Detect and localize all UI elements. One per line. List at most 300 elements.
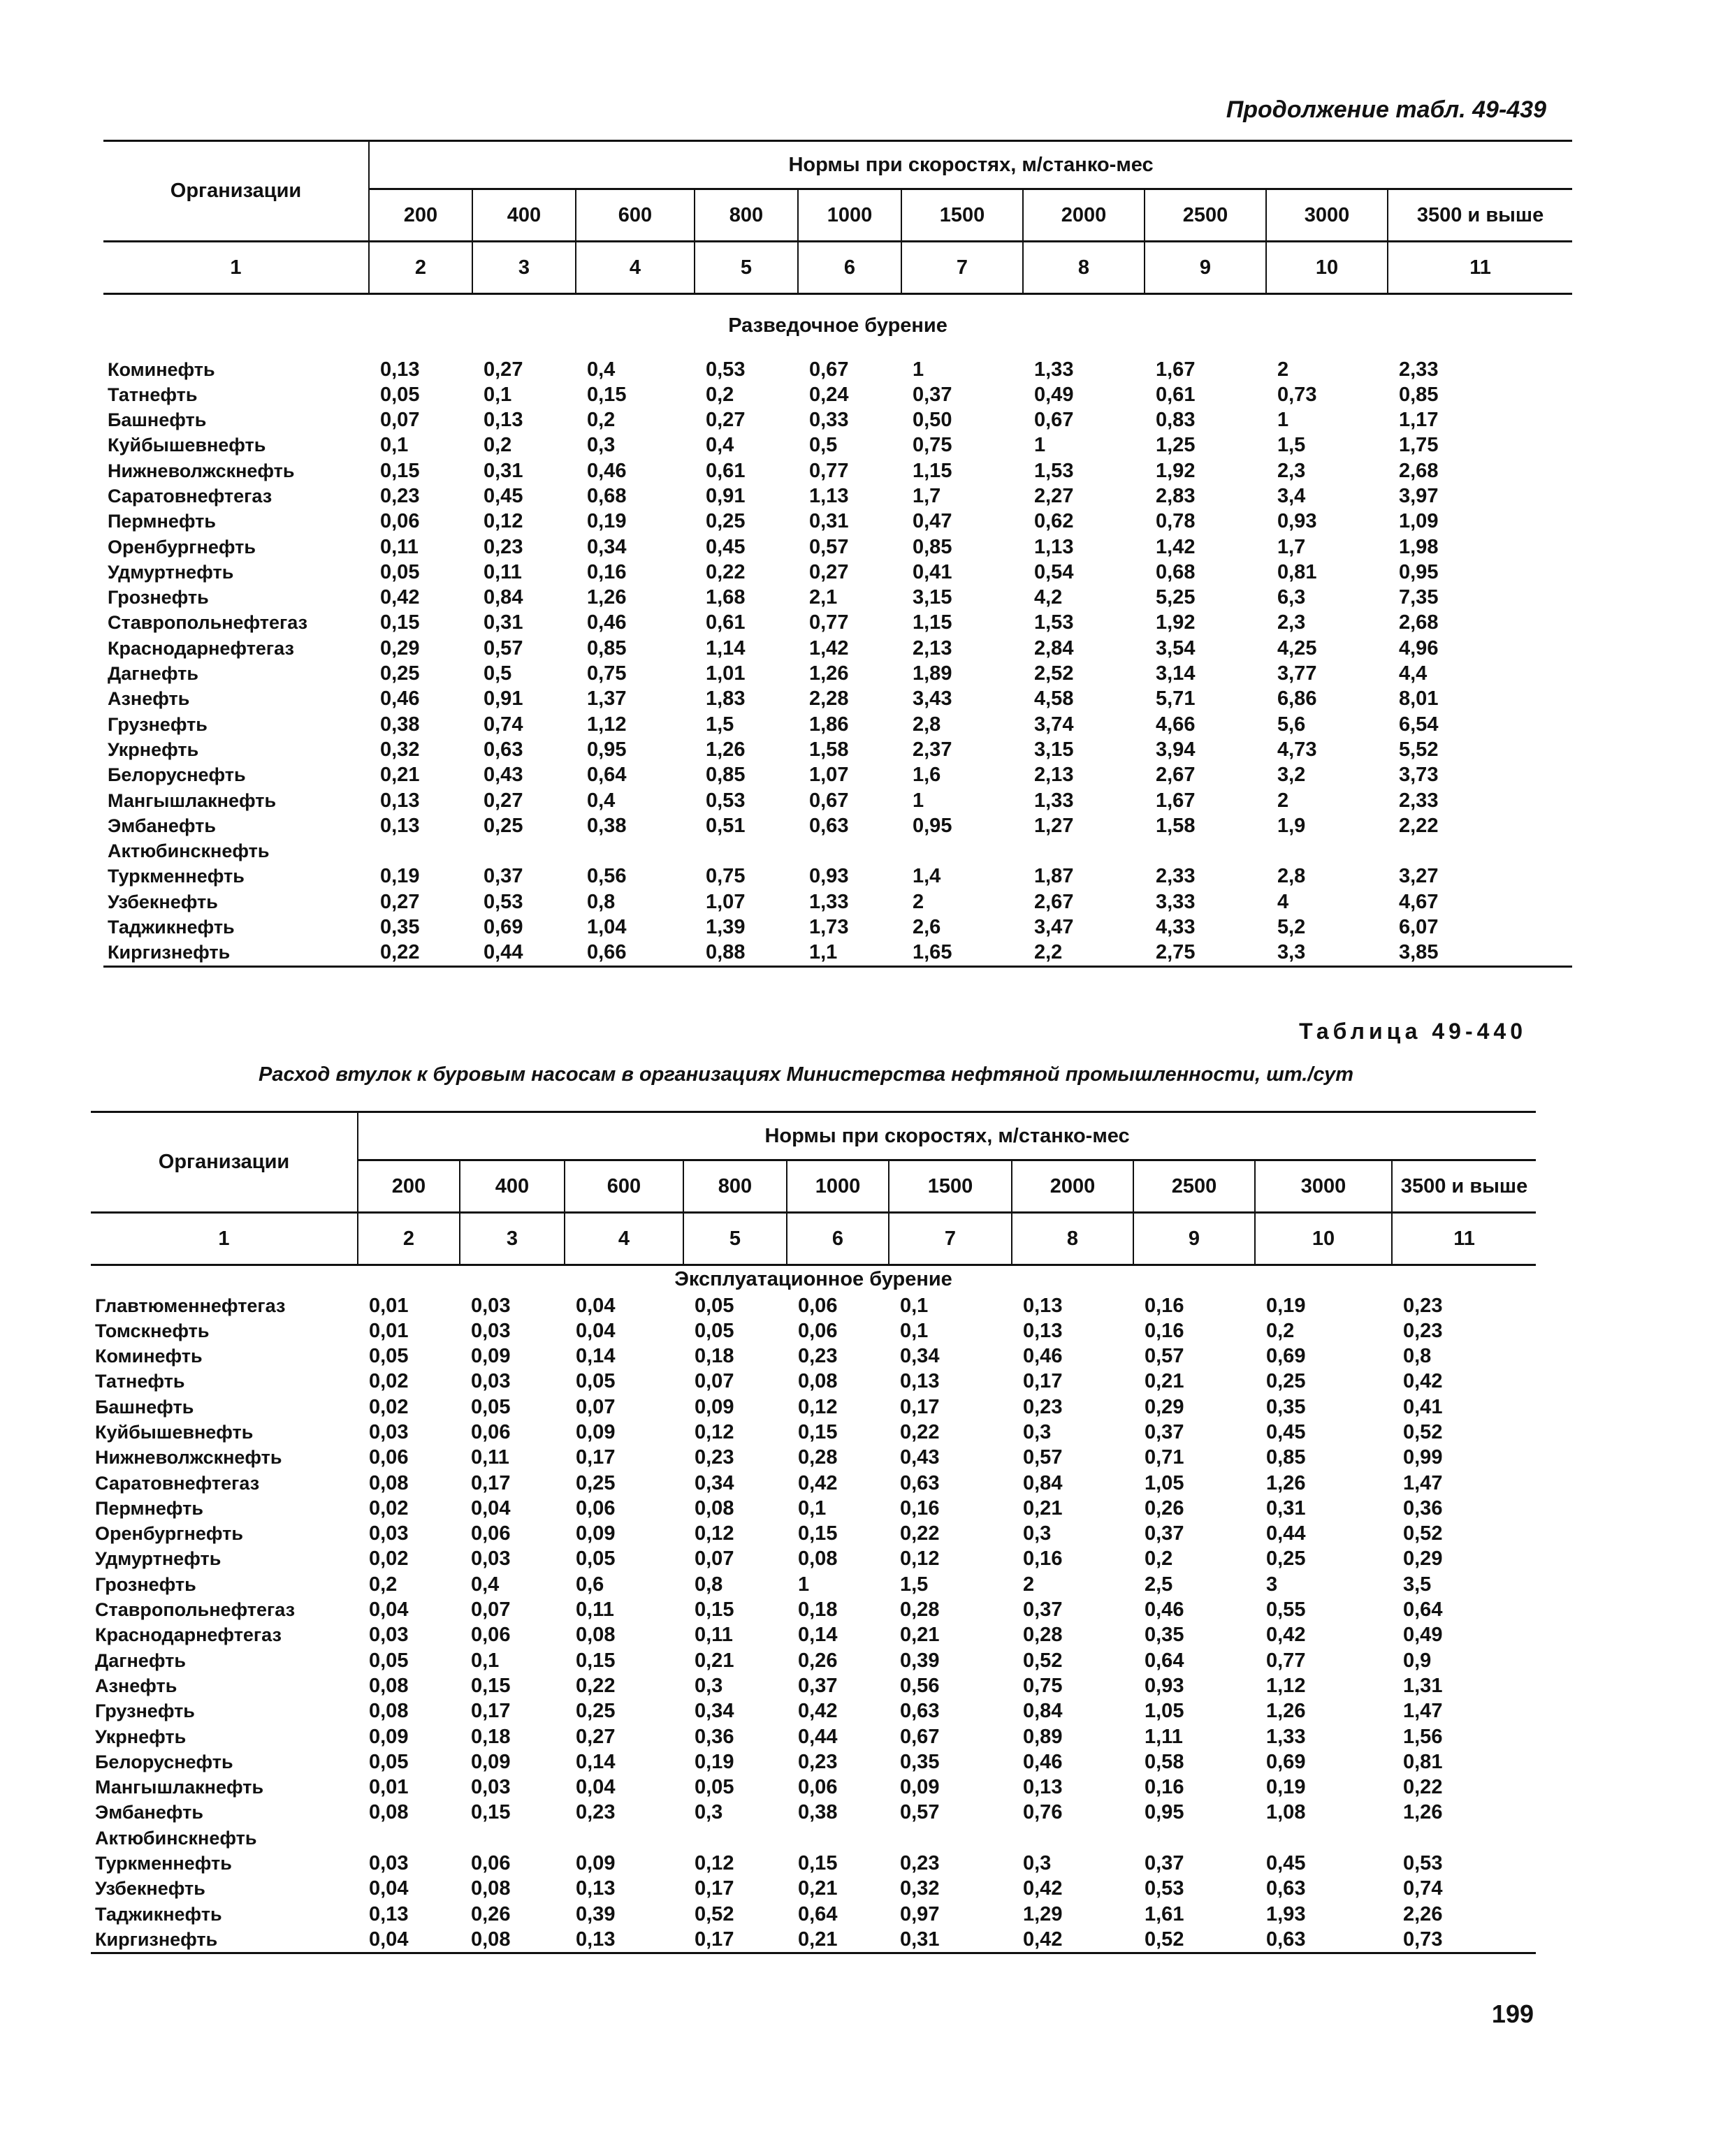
norm-value: 0,01 (369, 1319, 409, 1342)
norm-value: 0,18 (695, 1345, 734, 1368)
norm-value: 0,09 (369, 1725, 409, 1748)
organization-name: Коминефть (95, 1346, 203, 1367)
norm-value: 0,07 (576, 1395, 616, 1418)
norm-value: 1,53 (1034, 611, 1074, 634)
col-number: 4 (576, 242, 695, 294)
norm-value: 0,23 (798, 1345, 838, 1368)
norm-value: 0,04 (576, 1294, 616, 1317)
norm-value: 0,25 (1266, 1547, 1306, 1571)
norm-value: 1,68 (706, 586, 746, 609)
norm-value: 1,56 (1403, 1725, 1443, 1748)
norm-value: 0,3 (695, 1674, 723, 1697)
norm-value (358, 1826, 460, 1851)
norm-value: 0,46 (1145, 1598, 1184, 1622)
norm-value: 0,21 (1023, 1496, 1063, 1520)
norm-value: 0,17 (576, 1446, 616, 1469)
norm-value: 4,33 (1156, 916, 1196, 939)
norm-value: 0,16 (1145, 1319, 1184, 1342)
norm-value: 0,1 (798, 1496, 827, 1520)
norm-value: 0,37 (798, 1674, 838, 1697)
norm-value: 0,22 (369, 940, 472, 966)
norm-value: 0,2 (369, 1573, 398, 1596)
norm-value: 0,93 (1145, 1674, 1184, 1697)
norm-value: 2,84 (1034, 636, 1074, 660)
norm-value: 0,81 (1403, 1750, 1443, 1773)
norm-value: 0,09 (471, 1345, 511, 1368)
norm-value: 1,58 (809, 738, 849, 761)
norm-value: 0,15 (380, 459, 420, 482)
col-number: 1 (103, 242, 369, 294)
norm-value: 0,13 (1023, 1776, 1063, 1799)
norm-value: 0,37 (1145, 1522, 1184, 1545)
norm-value: 1,9 (1277, 814, 1306, 837)
norm-value: 0,06 (369, 1446, 409, 1469)
norm-value: 0,05 (576, 1370, 616, 1393)
norm-value: 0,52 (1403, 1420, 1443, 1443)
norm-value: 0,05 (380, 383, 420, 406)
norm-value: 0,12 (695, 1852, 734, 1875)
norm-value: 0,03 (369, 1522, 409, 1545)
norm-value: 0,52 (1403, 1522, 1443, 1545)
organization-name: Эмбанефть (108, 815, 216, 836)
norm-value: 0,05 (369, 1345, 409, 1368)
norm-value: 3,97 (1399, 484, 1439, 507)
norm-value: 0,37 (1023, 1598, 1063, 1622)
norm-value: 0,15 (576, 1649, 616, 1672)
norm-value: 1,14 (706, 636, 746, 660)
continuation-title: Продолжение табл. 49-439 (1226, 96, 1546, 123)
norm-value (1133, 1826, 1255, 1851)
norm-value: 4,25 (1277, 636, 1317, 660)
page-number: 199 (1491, 2000, 1534, 2028)
norm-value: 3,15 (1034, 738, 1074, 761)
norm-value: 1,42 (1156, 535, 1196, 558)
norm-value: 6,54 (1399, 713, 1439, 736)
table-row (91, 1597, 1536, 1622)
norm-value: 0,25 (576, 1700, 616, 1723)
norm-value: 0,58 (1145, 1750, 1184, 1773)
norm-value (576, 838, 695, 864)
norm-value: 2,5 (1145, 1573, 1173, 1596)
norm-value: 0,02 (369, 1496, 409, 1520)
norm-value (1392, 1826, 1536, 1851)
table-row (91, 1471, 1536, 1496)
speed-cell: 200 (369, 189, 472, 242)
col-number: 6 (787, 1213, 889, 1265)
norm-value: 2,68 (1399, 459, 1439, 482)
org-header: Организации (91, 1112, 358, 1213)
norm-value: 0,44 (1266, 1522, 1306, 1545)
speed-cell: 2500 (1145, 189, 1266, 242)
norm-value (1012, 1826, 1133, 1851)
norm-value: 0,03 (369, 1852, 409, 1875)
norm-value: 0,56 (587, 865, 627, 888)
norm-value: 0,78 (1156, 510, 1196, 533)
norm-value: 0,38 (587, 814, 627, 837)
norm-value: 0,75 (1023, 1674, 1063, 1697)
norm-value: 0,46 (1023, 1345, 1063, 1368)
norm-value: 0,42 (798, 1471, 838, 1494)
col-number: 3 (472, 242, 576, 294)
norm-value: 0,11 (380, 535, 419, 558)
norm-value: 0,45 (706, 535, 746, 558)
norm-value: 0,16 (587, 560, 627, 583)
norm-value: 4,73 (1277, 738, 1317, 761)
norm-value: 0,16 (1023, 1547, 1063, 1571)
norm-value: 1,09 (1399, 510, 1439, 533)
norm-value: 0,08 (369, 1700, 409, 1723)
table-row (91, 1927, 1536, 1953)
norm-value: 0,6 (576, 1573, 604, 1596)
norm-value: 0,63 (1255, 1927, 1392, 1953)
column-number-row (91, 1213, 1536, 1265)
col-number: 10 (1255, 1213, 1392, 1265)
norm-value: 6,86 (1277, 687, 1317, 711)
organization-name: Саратовнефтегаз (95, 1472, 260, 1494)
norm-value (1266, 838, 1388, 864)
norm-value: 0,67 (1034, 409, 1074, 432)
norm-value: 0,03 (471, 1370, 511, 1393)
norm-value: 0,15 (587, 383, 627, 406)
norm-value: 1,33 (1034, 358, 1074, 381)
norm-value: 6,3 (1277, 586, 1306, 609)
norm-value: 0,3 (695, 1801, 723, 1824)
norm-value: 1,5 (900, 1573, 929, 1596)
norm-value: 0,04 (576, 1319, 616, 1342)
norm-value: 0,4 (471, 1573, 500, 1596)
norm-value (1145, 838, 1266, 864)
norm-value: 3,27 (1399, 865, 1439, 888)
norm-value: 1,67 (1156, 789, 1196, 812)
organization-name: Укрнефть (108, 738, 199, 760)
table-row (91, 1445, 1536, 1470)
norm-value: 1,37 (587, 687, 627, 711)
norm-value: 0,27 (380, 890, 420, 913)
table-row (103, 585, 1572, 610)
norm-value: 0,06 (798, 1319, 838, 1342)
norm-value: 0,25 (1266, 1370, 1306, 1393)
norm-value: 0,74 (1403, 1877, 1443, 1900)
section-title: Эксплуатационное бурение (674, 1267, 952, 1290)
table-row (103, 788, 1572, 813)
norm-value: 0,11 (484, 560, 522, 583)
norm-value: 1 (1277, 409, 1289, 432)
norm-value: 0,64 (798, 1902, 838, 1925)
norm-value: 1,27 (1034, 814, 1074, 837)
norm-value: 0,61 (706, 459, 746, 482)
speed-cell: 400 (472, 189, 576, 242)
speed-cell: 3500 и выше (1388, 189, 1572, 242)
norm-value: 0,4 (587, 358, 616, 381)
norm-value: 0,61 (1156, 383, 1196, 406)
norm-value: 0,28 (798, 1446, 838, 1469)
norm-value: 0,22 (706, 560, 746, 583)
table-row (103, 636, 1572, 661)
norm-value: 0,17 (471, 1471, 511, 1494)
norm-value: 0,05 (369, 1649, 409, 1672)
norm-value: 0,33 (809, 409, 849, 432)
norm-value: 0,05 (380, 560, 420, 583)
norm-value: 0,06 (471, 1522, 511, 1545)
norm-value: 0,51 (706, 814, 746, 837)
norm-value: 0,03 (471, 1547, 511, 1571)
norm-value: 0,19 (587, 510, 627, 533)
norm-value: 0,31 (1266, 1496, 1306, 1520)
norm-value: 0,15 (798, 1420, 838, 1443)
organization-name: Оренбургнефть (108, 536, 256, 558)
organization-name: Ставропольнефтегаз (95, 1599, 296, 1621)
table-row (103, 458, 1572, 483)
organization-name: Актюбинскнефть (95, 1827, 257, 1849)
norm-value: 3,4 (1277, 484, 1306, 507)
speed-cell: 800 (683, 1160, 787, 1213)
norm-value: 2,22 (1399, 814, 1439, 837)
norm-value: 0,85 (1399, 383, 1439, 406)
table-row (103, 407, 1572, 432)
speed-cell: 3500 и выше (1392, 1160, 1536, 1213)
norm-value: 1,33 (809, 890, 849, 913)
norm-value: 0,08 (798, 1547, 838, 1571)
table-row (103, 940, 1572, 966)
col-number: 5 (683, 1213, 787, 1265)
norm-value: 0,93 (809, 865, 849, 888)
norm-value: 1,73 (809, 916, 849, 939)
col-number: 11 (1388, 242, 1572, 294)
norm-value: 0,03 (369, 1420, 409, 1443)
norm-value: 0,42 (1012, 1927, 1133, 1953)
norm-value: 0,71 (1145, 1446, 1184, 1469)
norm-value: 1,26 (809, 662, 849, 685)
norm-value: 1,07 (706, 890, 746, 913)
norm-value: 0,23 (798, 1750, 838, 1773)
norm-value: 0,27 (706, 409, 746, 432)
norm-value: 0,8 (1403, 1345, 1432, 1368)
norm-value: 0,03 (369, 1624, 409, 1647)
norm-value: 0,21 (798, 1877, 838, 1900)
norm-value: 4,96 (1399, 636, 1439, 660)
norm-value: 0,85 (706, 764, 746, 787)
norm-value: 0,64 (1403, 1598, 1443, 1622)
norm-value: 0,53 (1403, 1852, 1443, 1875)
norm-value: 7,35 (1399, 586, 1439, 609)
norm-value: 0,95 (1145, 1801, 1184, 1824)
norm-value: 0,09 (576, 1420, 616, 1443)
norm-value: 2,33 (1156, 865, 1196, 888)
norm-value: 0,63 (809, 814, 849, 837)
organization-name: Томскнефть (95, 1320, 210, 1341)
norm-value: 0,2 (1266, 1319, 1295, 1342)
organization-name: Азнефть (95, 1675, 177, 1696)
norm-value: 0,16 (900, 1496, 940, 1520)
norm-value: 0,07 (380, 409, 420, 432)
col-number: 8 (1012, 1213, 1133, 1265)
table-row (103, 915, 1572, 940)
norm-value: 0,46 (587, 611, 627, 634)
norm-value: 0,1 (900, 1294, 929, 1317)
norm-value: 0,01 (369, 1776, 409, 1799)
norm-value: 0,35 (380, 916, 420, 939)
norm-value: 4,67 (1399, 890, 1439, 913)
norm-value: 2,3 (1277, 611, 1306, 634)
norm-value: 0,85 (913, 535, 952, 558)
norm-value: 1,58 (1156, 814, 1196, 837)
table-row (91, 1369, 1536, 1394)
organization-name: Таджикнефть (108, 917, 235, 938)
norm-value (787, 1826, 889, 1851)
norm-value: 0,2 (587, 409, 616, 432)
norm-value: 0,23 (576, 1801, 616, 1824)
norm-value: 0,25 (706, 510, 746, 533)
norm-value: 0,35 (1145, 1624, 1184, 1647)
norm-value: 4 (1277, 890, 1289, 913)
organization-name: Узбекнефть (95, 1878, 205, 1900)
norm-value: 0,93 (1277, 510, 1317, 533)
table-row (103, 661, 1572, 686)
norm-value: 0,13 (565, 1927, 683, 1953)
norm-value: 0,13 (1023, 1294, 1063, 1317)
norm-value: 2,27 (1034, 484, 1074, 507)
organization-name: Удмуртнефть (95, 1548, 221, 1570)
organization-name: Грузнефть (95, 1700, 195, 1722)
organization-name: Грознефть (95, 1573, 196, 1595)
norm-value: 0,21 (380, 764, 420, 787)
speed-cell: 3000 (1255, 1160, 1392, 1213)
table-row (91, 1394, 1536, 1420)
col-number: 9 (1133, 1213, 1255, 1265)
norm-value: 0,05 (695, 1776, 734, 1799)
norm-value: 0,23 (1403, 1319, 1443, 1342)
norm-value: 0,04 (369, 1877, 409, 1900)
norm-value: 1,5 (1277, 434, 1306, 457)
norm-value: 0,16 (1145, 1776, 1184, 1799)
norm-value: 1,4 (913, 865, 941, 888)
norm-value: 0,95 (587, 738, 627, 761)
norm-value: 1,25 (1156, 434, 1196, 457)
norm-value: 3,54 (1156, 636, 1196, 660)
norm-value: 0,25 (484, 814, 523, 837)
norm-value: 0,77 (809, 611, 849, 634)
norm-value: 0,91 (484, 687, 523, 711)
norm-value: 0,66 (576, 940, 695, 966)
norm-value: 0,21 (1145, 1370, 1184, 1393)
norm-value: 3,94 (1156, 738, 1196, 761)
norm-value: 5,6 (1277, 713, 1306, 736)
norm-value: 0,24 (809, 383, 849, 406)
norm-value: 2,1 (809, 586, 838, 609)
norm-value: 1,29 (1023, 1902, 1063, 1925)
norm-value: 0,14 (576, 1750, 616, 1773)
norm-value: 0,04 (576, 1776, 616, 1799)
norm-value: 2,8 (1277, 865, 1306, 888)
organization-name: Актюбинскнефть (108, 840, 270, 862)
speed-cell: 600 (576, 189, 695, 242)
organization-name: Белоруснефть (95, 1751, 233, 1772)
norm-value: 0,13 (380, 358, 420, 381)
norm-value: 0,17 (1023, 1370, 1063, 1393)
table-row (91, 1546, 1536, 1571)
norm-value: 0,22 (900, 1522, 940, 1545)
norm-value: 0,57 (1023, 1446, 1063, 1469)
norm-value: 0,28 (1023, 1624, 1063, 1647)
norm-value: 0,02 (369, 1395, 409, 1418)
organization-name: Таджикнефть (95, 1903, 222, 1925)
norm-value: 0,85 (1266, 1446, 1306, 1469)
norm-value: 0,91 (706, 484, 746, 507)
norm-value: 0,75 (913, 434, 952, 457)
norm-value: 0,67 (900, 1725, 940, 1748)
norm-value: 0,29 (380, 636, 420, 660)
norm-value: 0,05 (369, 1750, 409, 1773)
column-number-row (103, 242, 1572, 294)
organization-name: Эмбанефть (95, 1802, 203, 1823)
norm-value: 0,42 (1023, 1877, 1063, 1900)
norm-value: 3,15 (913, 586, 952, 609)
org-header: Организации (103, 141, 369, 242)
norm-value: 1,39 (706, 916, 746, 939)
norm-value: 0,41 (1403, 1395, 1443, 1418)
norm-value: 0,4 (587, 789, 616, 812)
section-title: Разведочное бурение (728, 314, 947, 337)
norm-value: 0,83 (1156, 409, 1196, 432)
norm-value: 0,43 (900, 1446, 940, 1469)
table-row (103, 864, 1572, 889)
norm-value: 0,13 (576, 1877, 616, 1900)
norm-value: 0,43 (484, 764, 523, 787)
norm-value: 0,15 (798, 1522, 838, 1545)
norm-value: 0,07 (695, 1370, 734, 1393)
norm-value: 0,13 (900, 1370, 940, 1393)
norm-value: 0,16 (1145, 1294, 1184, 1317)
norm-value: 0,09 (576, 1852, 616, 1875)
norm-value: 0,26 (798, 1649, 838, 1672)
norm-value: 2,28 (809, 687, 849, 711)
norm-value: 0,08 (471, 1877, 511, 1900)
speed-cell: 1500 (889, 1160, 1012, 1213)
norm-value (683, 1826, 787, 1851)
norm-value: 1,53 (1034, 459, 1074, 482)
norm-value: 0,11 (576, 1598, 614, 1622)
norm-value: 0,07 (471, 1598, 511, 1622)
norm-value: 0,63 (484, 738, 523, 761)
table-row (91, 1420, 1536, 1445)
norm-value: 0,13 (369, 1902, 409, 1925)
norm-value: 0,27 (576, 1725, 616, 1748)
norm-value: 3,47 (1034, 916, 1074, 939)
norm-value: 1,15 (913, 611, 952, 634)
table-row (103, 534, 1572, 560)
norm-value: 1,26 (1266, 1700, 1306, 1723)
norm-value: 1 (798, 1573, 810, 1596)
norm-value: 1,61 (1145, 1902, 1184, 1925)
organization-name: Мангышлакнефть (95, 1777, 264, 1798)
norm-value (460, 1826, 565, 1851)
norm-value: 0,3 (587, 434, 616, 457)
norm-value: 2,37 (913, 738, 952, 761)
norm-value: 0,74 (484, 713, 523, 736)
norm-value (1388, 838, 1572, 864)
col-number: 4 (565, 1213, 683, 1265)
norm-value: 0,81 (1277, 560, 1317, 583)
norm-value: 0,01 (369, 1294, 409, 1317)
norm-value: 0,42 (798, 1700, 838, 1723)
norm-value: 0,37 (484, 865, 523, 888)
norm-value (1255, 1826, 1392, 1851)
norm-value: 0,57 (809, 535, 849, 558)
norm-value: 1,89 (913, 662, 952, 685)
norm-value: 0,15 (471, 1674, 511, 1697)
norm-value: 1,65 (901, 940, 1023, 966)
norm-value: 0,29 (1403, 1547, 1443, 1571)
